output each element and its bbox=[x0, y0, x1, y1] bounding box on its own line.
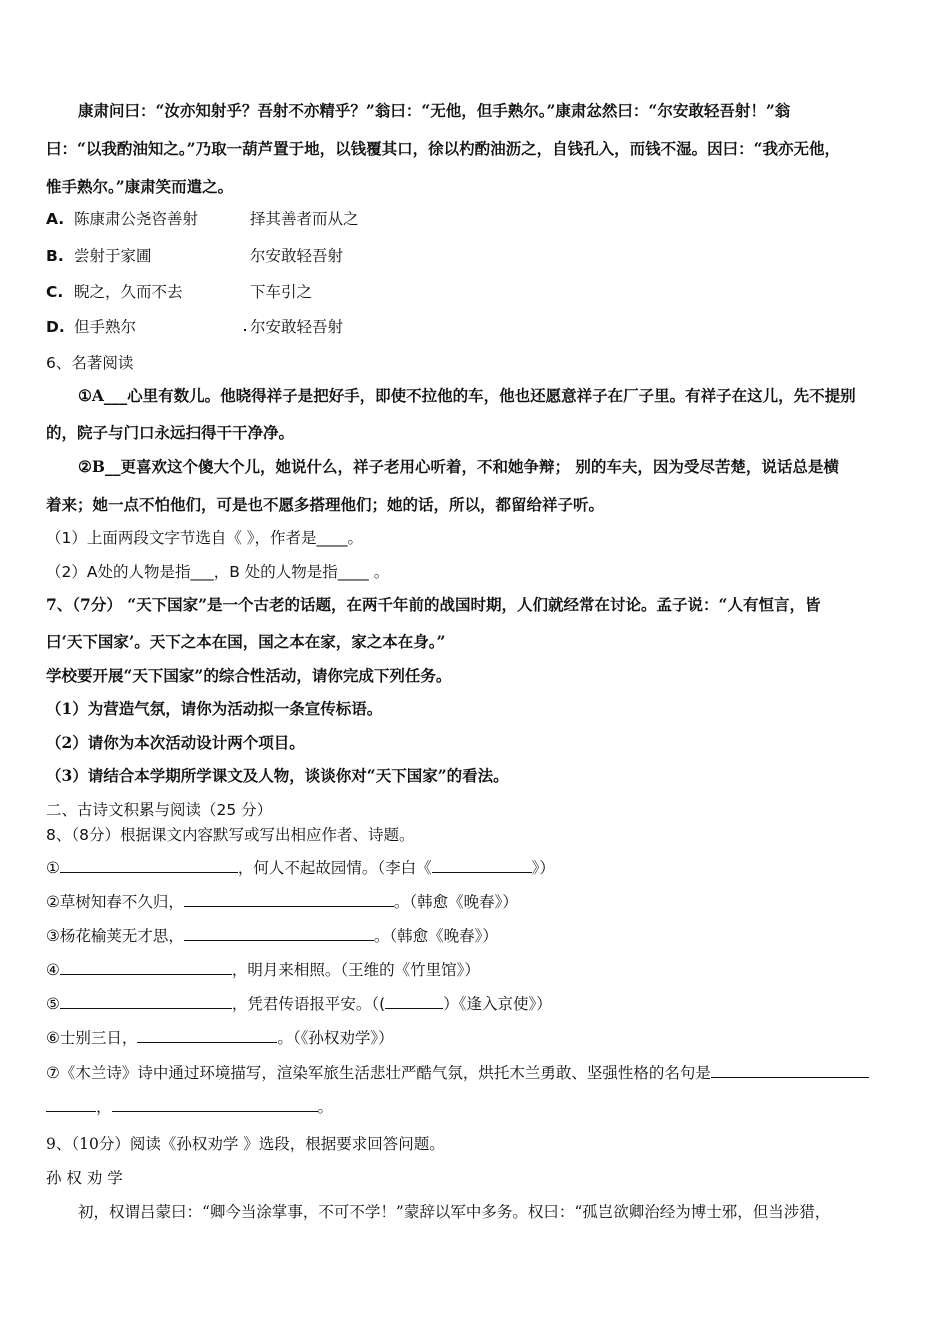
option-text-right: 择其善者而从之 bbox=[250, 210, 359, 228]
q7-sub3: （3）请结合本学期所学课文及人物，谈谈你对“天下国家”的看法。 bbox=[46, 766, 509, 785]
passage-line-1: 康肃问曰：“汝亦知射乎？吾射不亦精乎？”翁曰：“无他，但手熟尔。”康肃忿然曰：“尔安敢轻吾射！”翁 bbox=[78, 101, 791, 120]
q6-para1-line2: 的，院子与门口永远扫得干干净净。 bbox=[46, 423, 295, 442]
q8-item-3 bbox=[46, 925, 910, 947]
q8-item-text: 。（韩愈《晚春》） bbox=[393, 893, 518, 911]
passage-line-3: 惟手熟尔。”康肃笑而遣之。 bbox=[46, 177, 234, 196]
section-2-heading: 二、古诗文积累与阅读（25 分） bbox=[46, 801, 273, 819]
answer-blank[interactable] bbox=[184, 891, 394, 907]
q6-sub2: （2）A处的人物是指___，B 处的人物是指____ 。 bbox=[46, 563, 390, 581]
option-key: D. bbox=[46, 318, 65, 336]
option-a bbox=[46, 208, 359, 230]
q6-title: 6、名著阅读 bbox=[46, 354, 134, 372]
option-text-left: 但手熟尔 bbox=[74, 318, 137, 336]
option-text-right: 尔安敢轻吾射 bbox=[250, 247, 344, 265]
q8-item-text: 。（《孙权劝学》） bbox=[277, 1029, 394, 1047]
q8-item-text: 》） bbox=[531, 859, 555, 877]
q8-item-text: ，何人不起故园情。（李白《 bbox=[237, 859, 432, 877]
option-key: A. bbox=[46, 210, 65, 228]
q6-para2-line1: ②B__更喜欢这个傻大个儿，她说什么，祥子老用心听着，不和她争辩； 别的车夫，因为受尽苦楚，说话总是横 bbox=[78, 457, 839, 476]
q8-item-5 bbox=[46, 993, 910, 1015]
passage-line-2: 曰：“以我酌油知之。”乃取一葫芦置于地，以钱覆其口，徐以杓酌油沥之，自钱孔入，而钱不湿。因曰：“我亦无他， bbox=[46, 139, 841, 158]
q8-item-text: ⑥士别三日， bbox=[46, 1029, 138, 1047]
option-key: B. bbox=[46, 247, 64, 265]
answer-blank[interactable] bbox=[112, 1096, 318, 1112]
q7-sub2: （2）请你为本次活动设计两个项目。 bbox=[46, 733, 305, 752]
answer-blank[interactable] bbox=[385, 993, 443, 1009]
option-key: C. bbox=[46, 283, 64, 301]
q8-item-text: ③杨花榆荚无才思， bbox=[46, 927, 184, 945]
answer-blank[interactable] bbox=[184, 925, 374, 941]
q8-item-text: ②草树知春不久归， bbox=[46, 893, 184, 911]
answer-blank[interactable] bbox=[60, 959, 232, 975]
q8-item-4 bbox=[46, 959, 910, 981]
q8-item-text: ）《逢入京使》） bbox=[443, 995, 552, 1013]
q8-title: 8、（8分）根据课文内容默写或写出相应作者、诗题。 bbox=[46, 826, 415, 844]
q9-title: 9、（10分）阅读《孙权劝学 》选段，根据要求回答问题。 bbox=[46, 1135, 445, 1153]
q6-para1-line1: ①A___心里有数儿。他晓得祥子是把好手，即使不拉他的车，他也还愿意祥子在厂子里。有祥子在这儿，先不提别 bbox=[78, 386, 856, 405]
answer-blank[interactable] bbox=[711, 1062, 869, 1078]
option-text-left: 睨之，久而不去 bbox=[74, 283, 183, 301]
answer-blank[interactable] bbox=[137, 1027, 277, 1043]
q8-item-text: ④ bbox=[46, 961, 60, 979]
option-b bbox=[46, 245, 343, 267]
option-text-right: 尔安敢轻吾射 bbox=[250, 318, 344, 336]
q8-item-7-line2 bbox=[46, 1096, 910, 1118]
answer-blank[interactable] bbox=[60, 857, 238, 873]
q8-item-text: ① bbox=[46, 859, 60, 877]
q9-heading: 孙 权 劝 学 bbox=[46, 1169, 123, 1187]
q8-item-text: ，明月来相照。（王维的《竹里馆》） bbox=[231, 961, 480, 979]
q7-sub1: （1）为营造气氛，请你为活动拟一条宣传标语。 bbox=[46, 699, 383, 718]
option-text-left: 尝射于家圃 bbox=[74, 247, 152, 265]
option-c bbox=[46, 281, 312, 303]
answer-blank[interactable] bbox=[46, 1096, 96, 1112]
q8-item-text: ，凭君传语报平安。（( bbox=[231, 995, 386, 1013]
q8-item-2 bbox=[46, 891, 910, 913]
option-d bbox=[46, 316, 343, 338]
q8-item-text: ⑤ bbox=[46, 995, 60, 1013]
q8-item-text: 。（韩愈《晚春》） bbox=[373, 927, 498, 945]
q9-passage-line-1: 初，权谓吕蒙曰：“卿今当涂掌事，不可不学！”蒙辞以军中多务。权曰：“孤岂欲卿治经为博士邪，但当涉猎， bbox=[78, 1203, 831, 1221]
q7-line3: 学校要开展“天下国家”的综合性活动，请你完成下列任务。 bbox=[46, 666, 452, 685]
q7-line2: 曰‘天下国家’。天下之本在国，国之本在家，家之本在身。” bbox=[46, 632, 446, 651]
q8-item-text: 。 bbox=[317, 1098, 334, 1116]
q8-item-text: ， bbox=[96, 1098, 112, 1116]
option-text-left: 陈康肃公尧咨善射 bbox=[74, 210, 199, 228]
q6-sub1: （1）上面两段文字节选自《 》，作者是____。 bbox=[46, 529, 364, 547]
answer-blank[interactable] bbox=[432, 857, 532, 873]
q8-item-6 bbox=[46, 1027, 910, 1049]
q7-line1: 7、（7分） “天下国家”是一个古老的话题，在两千年前的战国时期，人们就经常在讨论。孟子说：“人有恒言，皆 bbox=[46, 595, 821, 614]
stray-dot bbox=[244, 329, 246, 331]
option-text-right: 下车引之 bbox=[250, 283, 313, 301]
q8-item-1 bbox=[46, 857, 910, 879]
q8-item-7-line1 bbox=[46, 1062, 910, 1084]
answer-blank[interactable] bbox=[60, 993, 232, 1009]
q8-item-text: ⑦《木兰诗》诗中通过环境描写，渲染军旅生活悲壮严酷气氛，烘托木兰勇敢、坚强性格的名句是 bbox=[46, 1064, 711, 1082]
q6-para2-line2: 着来；她一点不怕他们，可是也不愿多搭理他们；她的话，所以，都留给祥子听。 bbox=[46, 495, 605, 514]
